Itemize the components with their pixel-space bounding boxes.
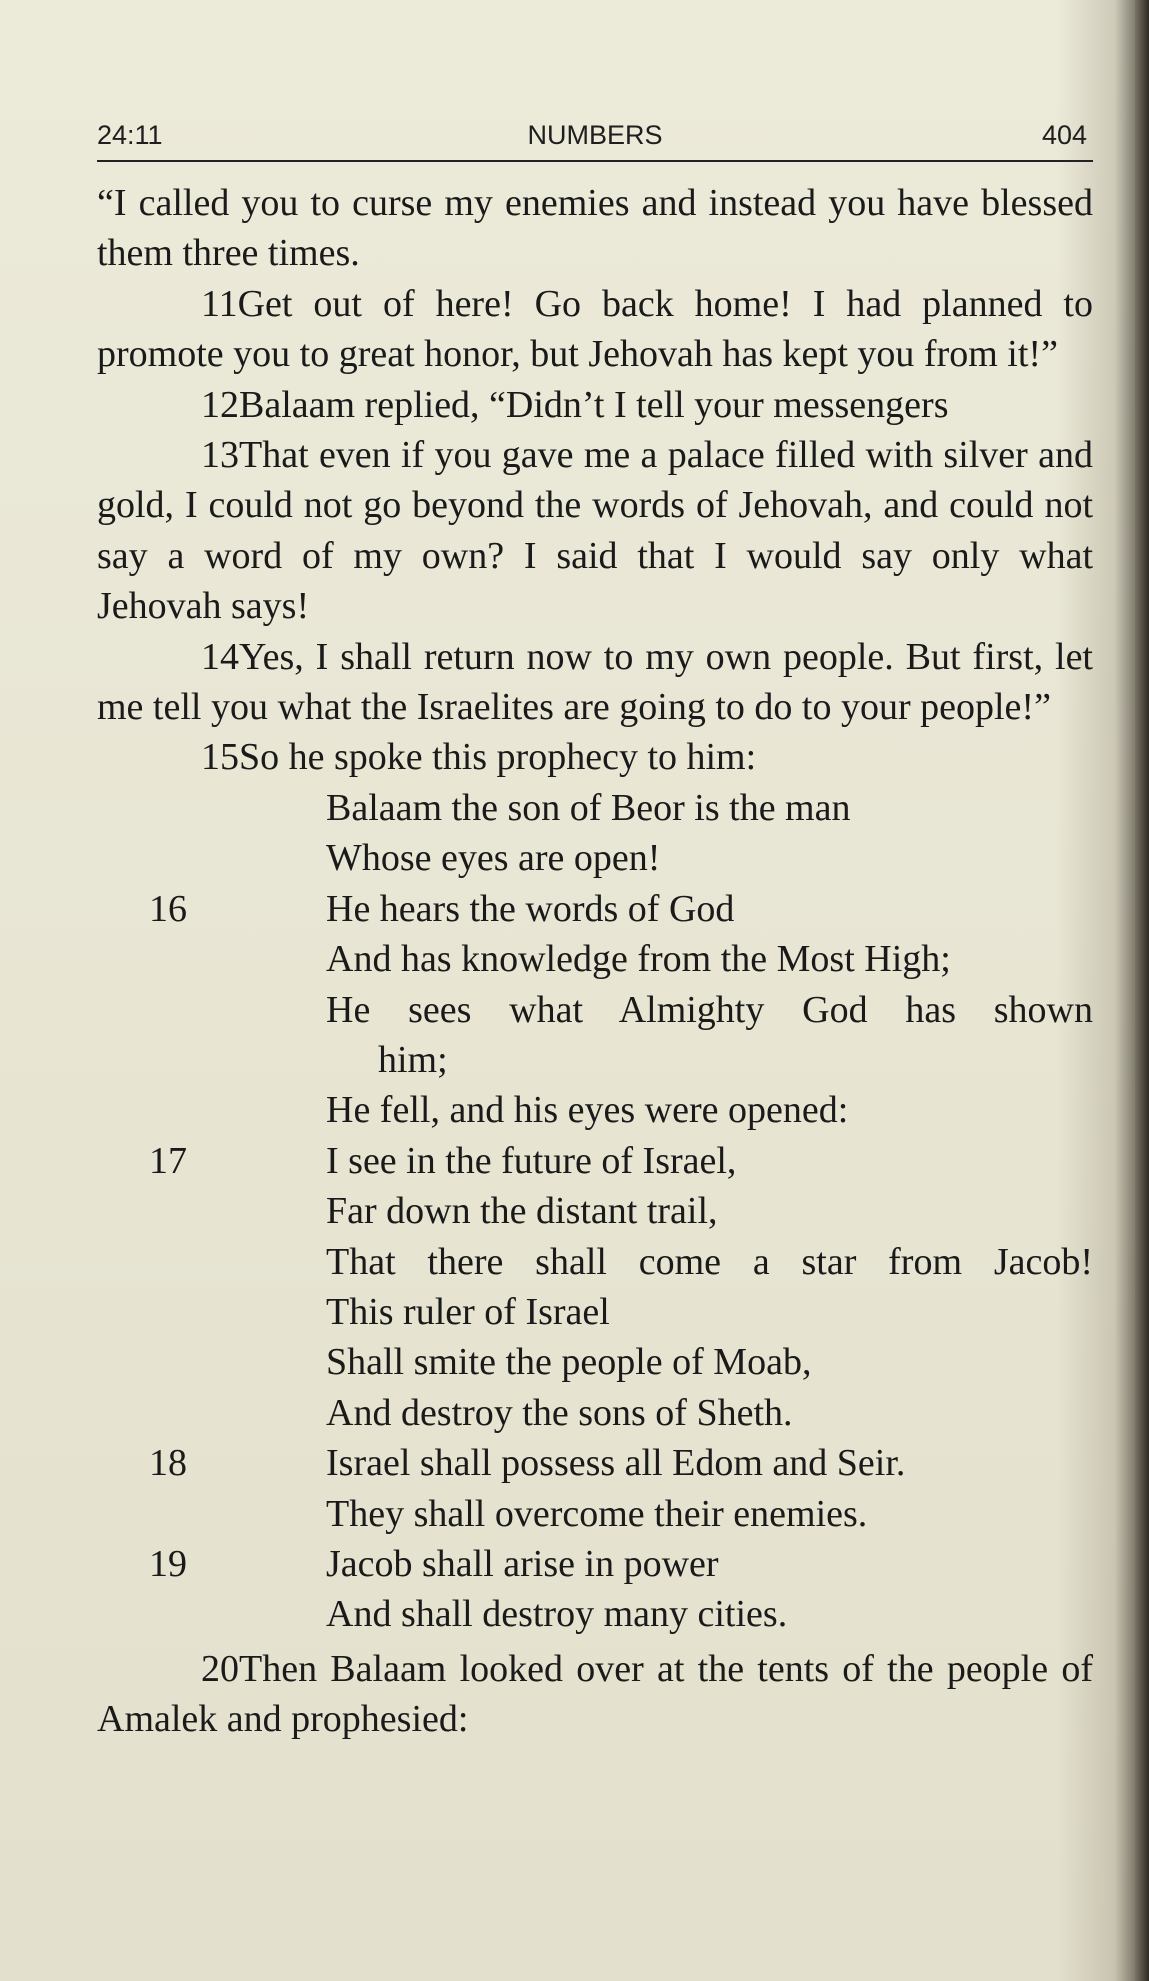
book-title: NUMBERS <box>527 120 663 150</box>
poem-line: He sees what Almighty God has shown <box>326 988 1093 1031</box>
poem-line: I see in the future of Israel, <box>326 1139 737 1182</box>
verse-number: 17 <box>149 1139 187 1182</box>
verse-number: 13 <box>201 434 239 477</box>
chapter-verse-reference: 24:11 <box>97 120 163 150</box>
poem-line: He fell, and his eyes were opened: <box>326 1089 849 1132</box>
verse-number: 11 <box>201 282 238 325</box>
page-number: 404 <box>1041 120 1087 150</box>
poem-line: Far down the distant trail, <box>326 1190 718 1233</box>
poem-stanza-16 <box>97 884 1093 1136</box>
verse-number: 12 <box>201 383 239 426</box>
poem-line: That there shall come a star from Jacob! <box>326 1240 1093 1283</box>
poem-line: Whose eyes are open! <box>326 837 661 880</box>
verse-text: Yes, I shall return now to my own people. But first, let me tell you what the Israelites are going to do to your people!” <box>97 635 1093 729</box>
poem-line: And has knowledge from the Most High; <box>326 938 951 981</box>
verse-text: Balaam replied, “Didn’t I tell your messengers <box>239 383 949 426</box>
verse-text: Get out of here! Go back home! I had planned to promote you to great honor, but Jehovah has kept you from it!” <box>97 282 1093 376</box>
verse-12 <box>97 380 1093 430</box>
poem-line: Jacob shall arise in power <box>326 1542 719 1585</box>
verse-number: 19 <box>149 1542 187 1585</box>
verse-number: 15 <box>201 736 239 779</box>
verse-20 <box>97 1644 1093 1745</box>
poem-line: He hears the words of God <box>326 887 735 930</box>
verse-text: Then Balaam looked over at the tents of the people of Amalek and prophesied: <box>97 1647 1093 1741</box>
verse-text: That even if you gave me a palace filled with silver and gold, I could not go beyond the words of Jehovah, and could not say a word of my own? I said that I would say only what Jehovah says! <box>97 434 1093 628</box>
verse-14 <box>97 632 1093 733</box>
poem-line: And destroy the sons of Sheth. <box>326 1391 793 1434</box>
poem-stanza-15 <box>97 783 1093 884</box>
verse-11 <box>97 279 1093 380</box>
poem-stanza-17 <box>97 1136 1093 1438</box>
verse-number: 14 <box>201 635 239 678</box>
verse-number: 18 <box>149 1442 187 1485</box>
poem-line: Israel shall possess all Edom and Seir. <box>326 1442 906 1485</box>
verse-number: 20 <box>201 1647 239 1690</box>
poem-line: They shall overcome their enemies. <box>326 1492 868 1535</box>
poem-line: And shall destroy many cities. <box>326 1593 788 1636</box>
running-header <box>97 118 1093 162</box>
poem-line: Shall smite the people of Moab, <box>326 1341 812 1384</box>
verse-number: 16 <box>149 887 187 930</box>
poem-stanza-18 <box>97 1438 1093 1539</box>
poem-line-continuation: him; <box>378 1038 448 1081</box>
verse-13 <box>97 430 1093 632</box>
opening-paragraph: “I called you to curse my enemies and instead you have blessed them three times. <box>97 182 1093 275</box>
book-spine-shadow <box>1135 0 1149 1981</box>
verse-15 <box>97 732 1093 782</box>
page-body <box>97 178 1093 1745</box>
poem-stanza-19 <box>97 1539 1093 1640</box>
verse-text: So he spoke this prophecy to him: <box>239 736 757 779</box>
poem-line: Balaam the son of Beor is the man <box>326 786 851 829</box>
poem-line: This ruler of Israel <box>326 1290 610 1333</box>
